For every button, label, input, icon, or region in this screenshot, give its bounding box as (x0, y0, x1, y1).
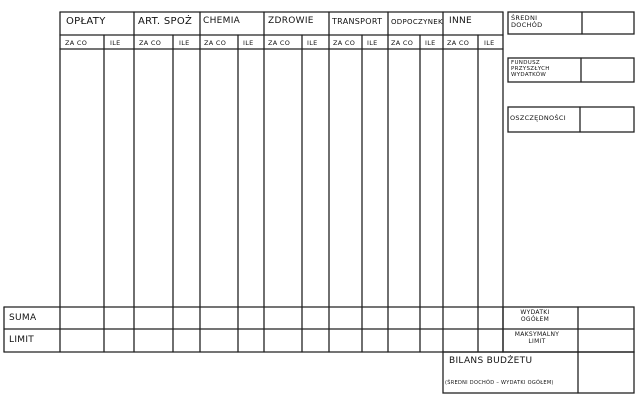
category-header-inne: INNE (449, 16, 473, 26)
subheader-za-co: ZA CO (65, 39, 88, 47)
subheader-ile: ILE (243, 39, 254, 47)
category-header-zdrowie: ZDROWIE (268, 16, 314, 26)
row-label-limit: LIMIT (9, 335, 35, 345)
category-header-odpoczynek: ODPOCZYNEK (391, 18, 443, 26)
category-header-art-spoz: ART. SPOŻ (138, 16, 193, 27)
subheader-ile: ILE (110, 39, 121, 47)
subheader-za-co: ZA CO (139, 39, 162, 47)
total-expenses-label: WYDATKI OGÓŁEM (520, 309, 550, 323)
subheader-ile: ILE (179, 39, 190, 47)
category-header-transport: TRANSPORT (332, 17, 383, 26)
subheader-za-co: ZA CO (391, 39, 414, 47)
subheader-za-co: ZA CO (447, 39, 470, 47)
savings-label: OSZCZĘDNOŚCI (510, 114, 566, 122)
category-header-oplaty: OPŁATY (66, 16, 106, 27)
subheader-za-co: ZA CO (333, 39, 356, 47)
max-limit-label: MAKSYMALNY LIMIT (514, 331, 560, 345)
budget-balance-title: BILANS BUDŻETU (449, 356, 533, 366)
subheader-ile: ILE (425, 39, 436, 47)
subheader-za-co: ZA CO (204, 39, 227, 47)
category-header-chemia: CHEMIA (203, 16, 241, 26)
average-income-label: ŚREDNI DOCHÓD (511, 14, 543, 29)
budget-balance-formula: (ŚREDNI DOCHÓD – WYDATKI OGÓŁEM) (445, 380, 554, 386)
subheader-za-co: ZA CO (268, 39, 291, 47)
subheader-ile: ILE (307, 39, 318, 47)
row-label-suma: SUMA (9, 313, 37, 323)
subheader-ile: ILE (367, 39, 378, 47)
expected-expenses-fund-label: FUNDUSZ PRZYSZŁYCH WYDATKÓW (511, 60, 550, 78)
subheader-ile: ILE (484, 39, 495, 47)
